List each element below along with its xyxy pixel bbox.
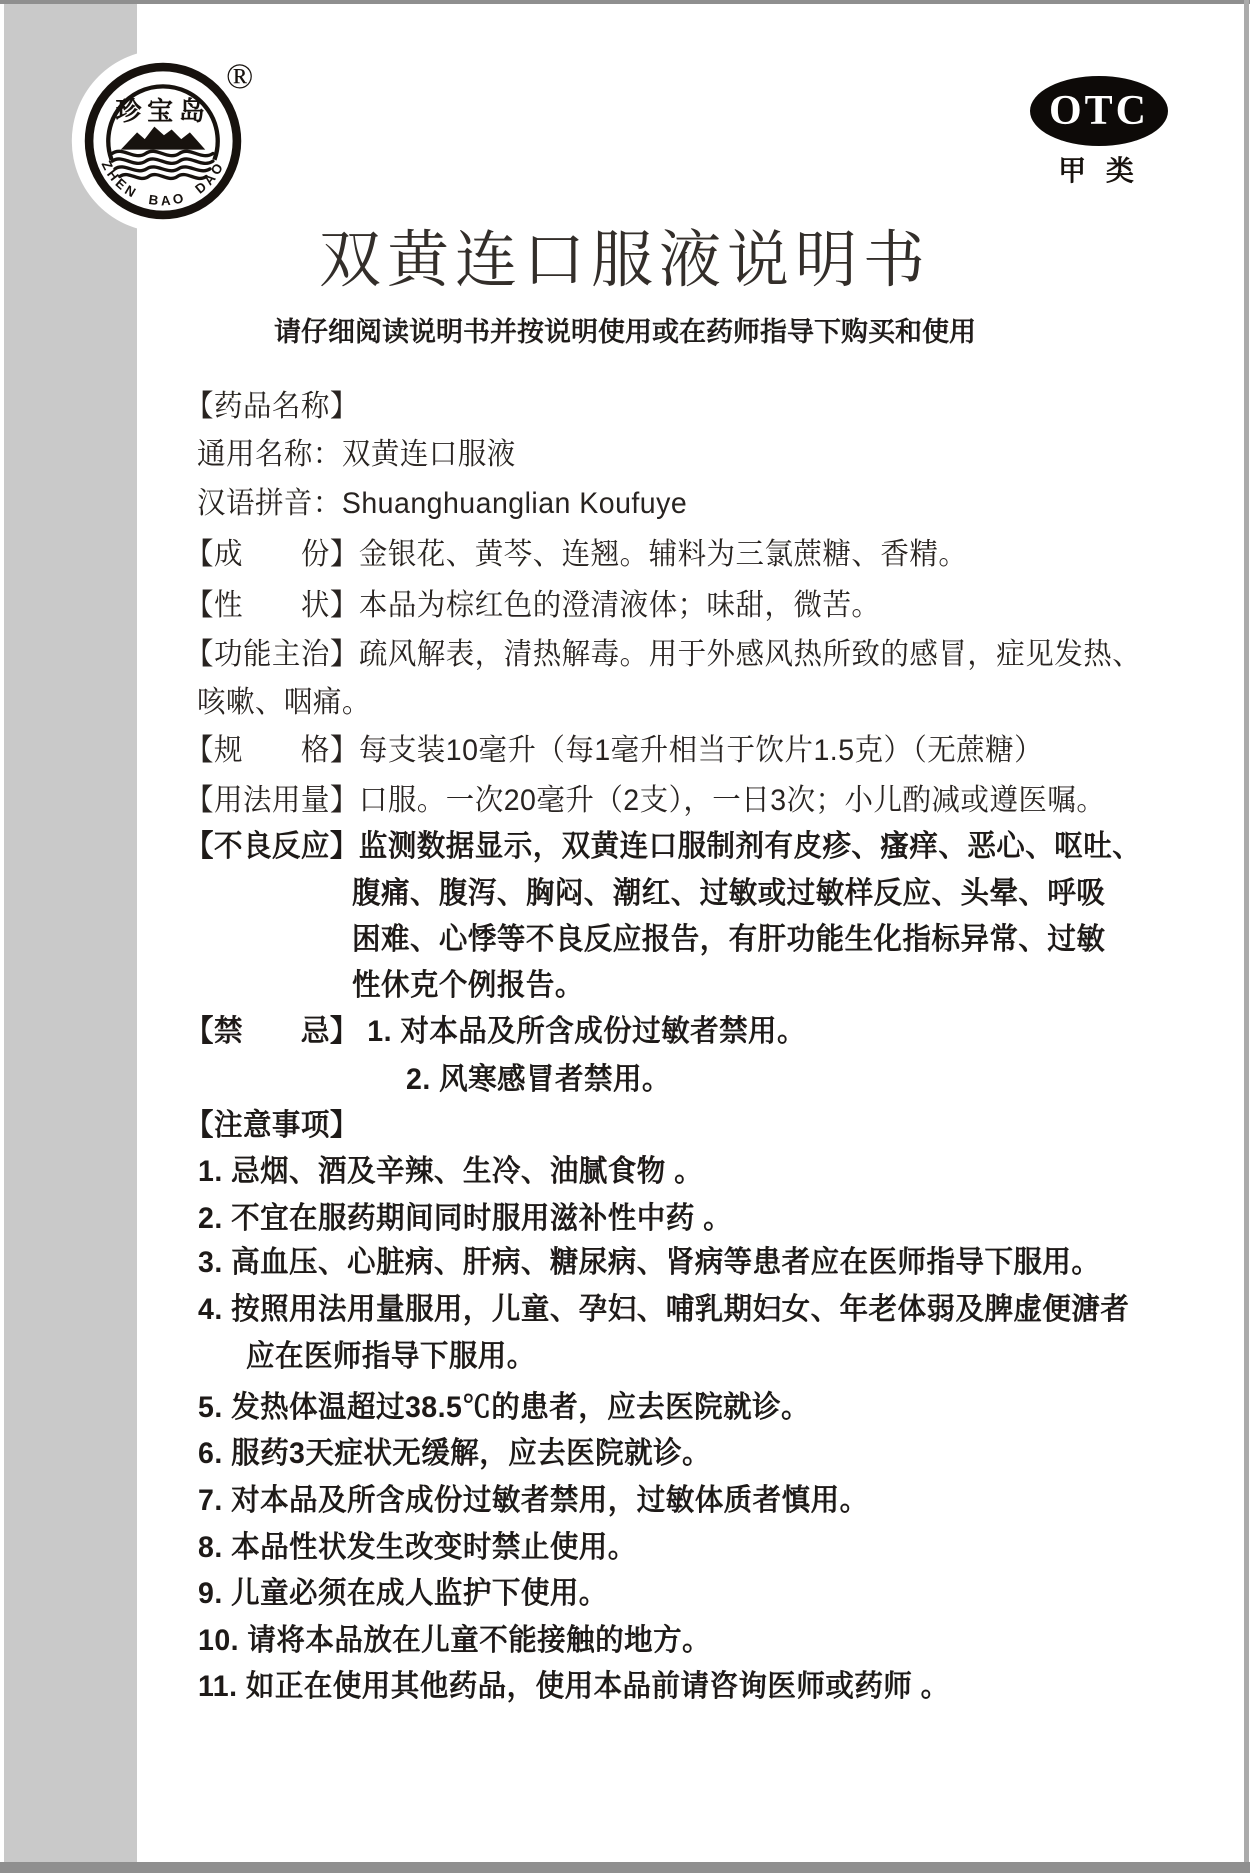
generic-name: 通用名称：双黄连口服液 — [197, 438, 516, 471]
adverse-reactions-cont-2: 困难、心悸等不良反应报告，有肝功能生化指标异常、过敏 — [352, 923, 1106, 956]
adverse-reactions-cont-1: 腹痛、腹泻、胸闷、潮红、过敏或过敏样反应、头晕、呼吸 — [352, 877, 1106, 910]
precaution-9: 9. 儿童必须在成人监护下使用。 — [198, 1577, 608, 1610]
section-ingredients: 【成 份】金银花、黄芩、连翘。辅料为三氯蔗糖、香精。 — [185, 538, 968, 571]
registered-trademark-icon: ® — [226, 56, 254, 96]
precaution-6: 6. 服药3天症状无缓解，应去医院就诊。 — [198, 1437, 712, 1470]
page-border-top — [0, 0, 1250, 4]
section-drug-name-label: 【药品名称】 — [185, 390, 359, 423]
otc-badge — [1030, 76, 1168, 146]
precaution-4-cont: 应在医师指导下服用。 — [246, 1340, 536, 1373]
otc-label: OTC — [1048, 88, 1149, 134]
precaution-2: 2. 不宜在服药期间同时服用滋补性中药 。 — [198, 1202, 733, 1235]
section-precautions-label: 【注意事项】 — [185, 1109, 359, 1142]
page-subtitle: 请仔细阅读说明书并按说明使用或在药师指导下购买和使用 — [274, 317, 976, 347]
logo-name-text: 珍宝岛 — [115, 97, 211, 126]
precaution-3: 3. 高血压、心脏病、肝病、糖尿病、肾病等患者应在医师指导下服用。 — [198, 1246, 1101, 1279]
section-contraindications: 【禁 忌】 1. 对本品及所含成份过敏者禁用。 — [185, 1015, 807, 1048]
logo-romanized-text: ZHEN BAO DAO — [98, 158, 228, 209]
precaution-11: 11. 如正在使用其他药品，使用本品前请咨询医师或药师 。 — [198, 1670, 950, 1703]
adverse-reactions-cont-3: 性休克个例报告。 — [352, 969, 584, 1002]
section-functions: 【功能主治】疏风解表，清热解毒。用于外感风热所致的感冒，症见发热、 — [185, 638, 1142, 671]
precaution-8: 8. 本品性状发生改变时禁止使用。 — [198, 1531, 637, 1564]
page-border-bottom — [0, 1862, 1250, 1873]
section-dosage: 【用法用量】口服。一次20毫升（2支），一日3次；小儿酌减或遵医嘱。 — [185, 784, 1106, 817]
otc-category-label: 甲 类 — [1058, 155, 1140, 186]
section-adverse-reactions: 【不良反应】监测数据显示，双黄连口服制剂有皮疹、瘙痒、恶心、呕吐、 — [185, 830, 1142, 863]
contraindication-2: 2. 风寒感冒者禁用。 — [406, 1063, 671, 1096]
left-gray-column — [4, 4, 137, 1862]
page-border-right — [1244, 0, 1249, 1873]
precaution-4: 4. 按照用法用量服用，儿童、孕妇、哺乳期妇女、年老体弱及脾虚便溏者 — [198, 1293, 1130, 1326]
pinyin-name: 汉语拼音：Shuanghuanglian Koufuye — [197, 487, 688, 520]
precaution-1: 1. 忌烟、酒及辛辣、生冷、油腻食物 。 — [198, 1155, 704, 1188]
precaution-5: 5. 发热体温超过38.5℃的患者，应去医院就诊。 — [198, 1391, 811, 1424]
section-functions-cont: 咳嗽、咽痛。 — [197, 686, 371, 719]
section-specification: 【规 格】每支装10毫升（每1毫升相当于饮片1.5克）（无蔗糖） — [185, 734, 1044, 767]
section-description: 【性 状】本品为棕红色的澄清液体；味甜，微苦。 — [185, 589, 881, 622]
page-title: 双黄连口服液说明书 — [318, 227, 931, 295]
precaution-10: 10. 请将本品放在儿童不能接触的地方。 — [198, 1624, 712, 1657]
precaution-7: 7. 对本品及所含成份过敏者禁用，过敏体质者慎用。 — [198, 1484, 869, 1517]
